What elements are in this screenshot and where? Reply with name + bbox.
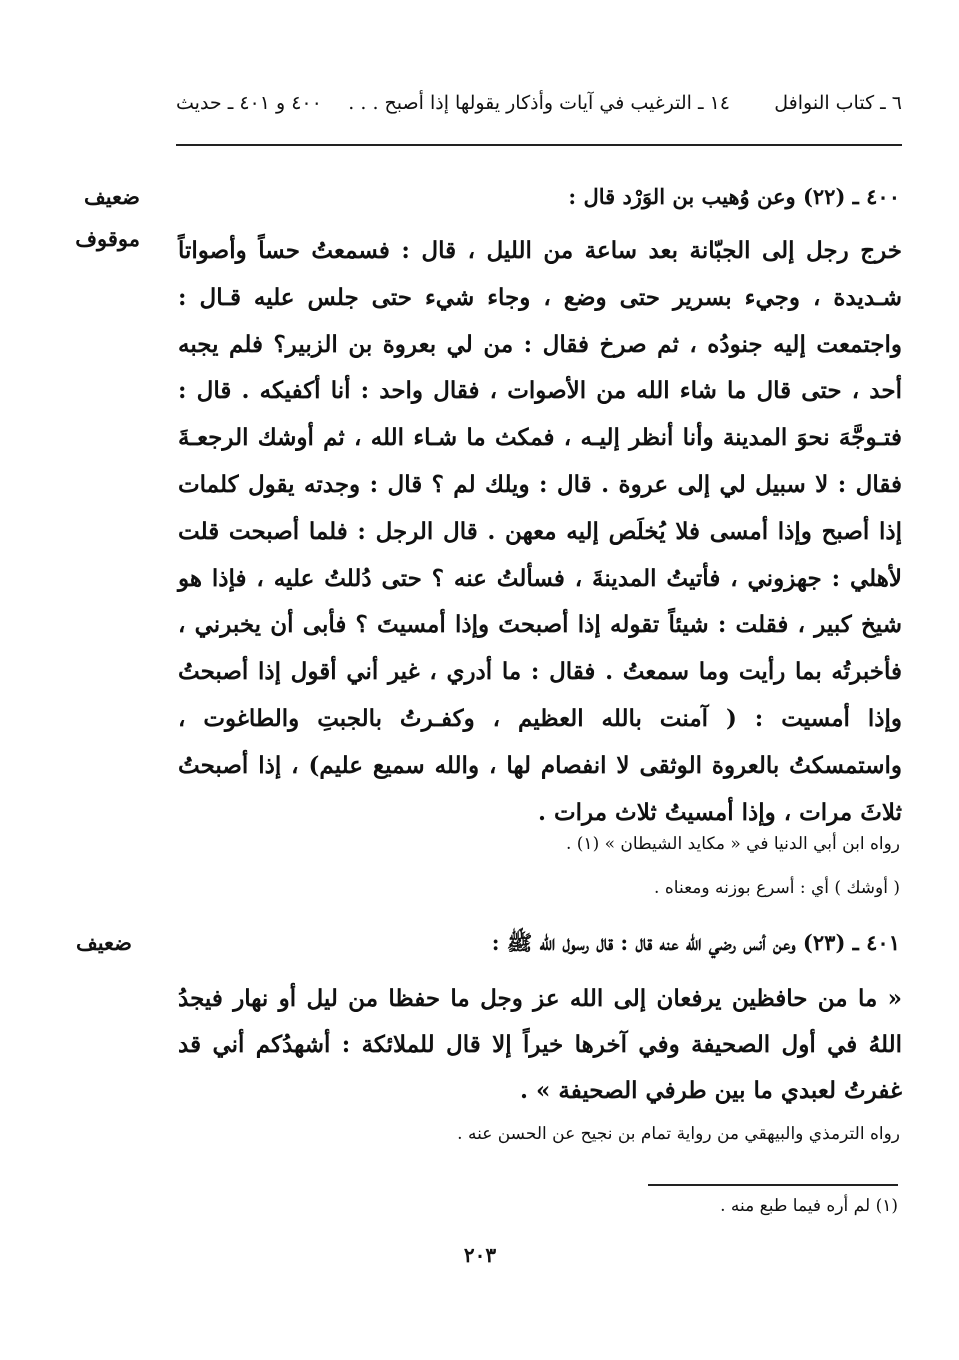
hadith-401-title: ٤٠١ ـ (٢٣) وعن أنس رضي الله عنه قال : قال رسول الله ﷺ : bbox=[491, 930, 900, 955]
grade-400-weak: ضعيف bbox=[83, 184, 140, 209]
header-book-title: ٦ ـ كتاب النوافل bbox=[774, 92, 902, 114]
hadith-401-source: رواه الترمذي والبيهقي من رواية تمام بن نجيح عن الحسن عنه . bbox=[457, 1124, 900, 1144]
header-rule bbox=[176, 144, 902, 146]
page-number: ٢٠٣ bbox=[463, 1243, 497, 1267]
hadith-401-text: « ما من حافظين يرفعان إلى الله عز وجل ما حفظا من ليل أو نهار فيجدُ اللهُ في أول الصحيفة وفي آخرها خيراً إلا قال للملائكة : أشهدُكم أني قد غفرتُ لعبدي ما بين طرفي الصحيفة » . bbox=[178, 985, 902, 1104]
hadith-400-gloss: ( أوشك ) أي : أسرع بوزنه ومعناه . bbox=[654, 878, 900, 898]
header-hadith-range: ٤٠٠ و ٤٠١ ـ حديث bbox=[176, 92, 322, 114]
footnote-rule bbox=[648, 1184, 898, 1186]
footnote: (١) لم أره فيما طبع منه . bbox=[720, 1196, 898, 1216]
hadith-400-source: رواه ابن أبي الدنيا في « مكايد الشيطان » (١) . bbox=[565, 834, 900, 854]
hadith-400-text: خرج رجل إلى الجبّانة بعد ساعة من الليل ، قال : فسمعتُ حساً وأصواتاً شـديدة ، وجيء بسرير حتى وضع ، وجاء شيء حتى جلس عليه قـال : واجتمعت إليه جنودُه ، ثم صرخ فقال : من لي بعروة بن الزبير؟ فلم يجبه أحد ، حتى قال ما شاء الله من الأصوات ، فقال واحد : أنا أكفيكه . قال : فتـوجَّهَ نحوَ المدينة وأنا أنظر إليـه ، فمكث ما شـاء الله ، ثم أوشك الرجعـةَ فقال : لا سبيل لي إلى عروة . قال : ويلك لم ؟ قال : وجدته يقول كلمات إذا أصبح وإذا أمسى فلا يُخلَص إليه معهن . قال الرجل : فلما أصبحت قلت لأهلي : جهزوني ، فأتيتُ المدينةَ ، فسألتُ عنه ؟ حتى دُللتُ عليه ، فإذا هو شيخ كبير ، فقلت : شيئاً تقوله إذا أصبحتَ وإذا أمسيتَ ؟ فأبى أن يخبرني ، فأخبرتُه بما رأيت وما سمعتُ . فقال : ما أدري ، غير أني أقول إذا أصبحتُ وإذا أمسيت : ( آمنت بالله العظيم ، وكفـرتُ بالجبتِ والطاغوت ، واستمسكتُ بالعروة الوثقى لا انفصام لها ، والله سميع عليم) ، إذا أصبحتُ ثلاثَ مرات ، وإذا أمسيتُ ثلاث مرات . bbox=[178, 237, 902, 826]
grade-401-weak: ضعيف bbox=[75, 930, 132, 955]
hadith-400-title: ٤٠٠ ـ (٢٢) وعن وُهيب بن الوَرْد قال : bbox=[568, 184, 900, 209]
header-chapter-title: ١٤ ـ الترغيب في آيات وأذكار يقولها إذا أصبح . . . bbox=[348, 92, 730, 114]
grade-400-mawquf: موقوف bbox=[75, 226, 140, 251]
